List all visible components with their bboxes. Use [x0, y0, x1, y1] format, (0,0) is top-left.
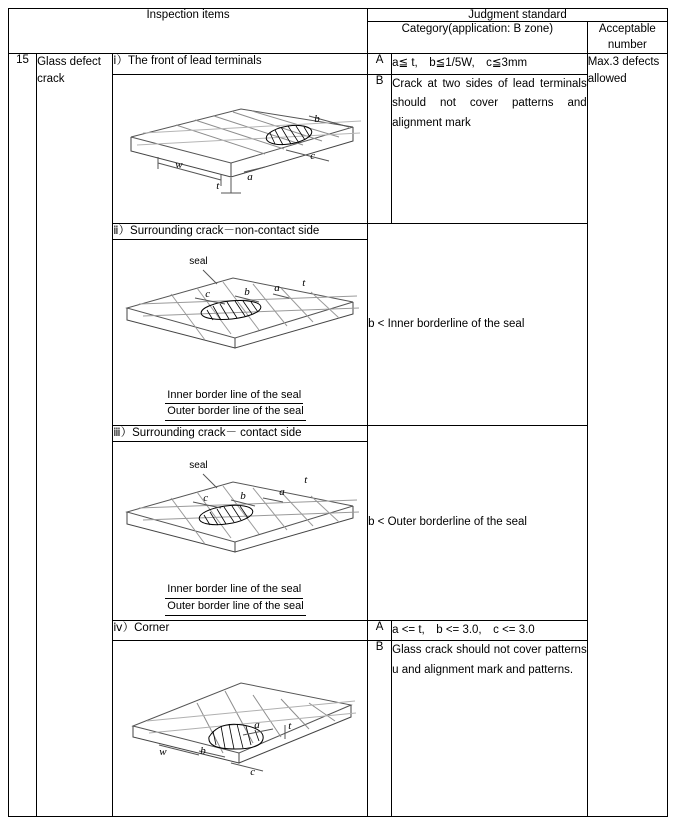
figure-4-label-t: t: [288, 720, 292, 733]
header-judgment-standard: Judgment standard: [368, 9, 668, 22]
figure-3-label-b: b: [240, 490, 246, 503]
section-3-title: ⅲ）Surrounding crack－ contact side: [113, 426, 368, 442]
figure-4-label-c: c: [250, 766, 256, 779]
header-inspection-items: Inspection items: [9, 9, 368, 54]
figure-3-label-t: t: [304, 474, 308, 487]
figure-3-label-c: c: [203, 492, 209, 505]
figure-surrounding-crack-non-contact-side: [113, 240, 365, 388]
figure-2-label-seal: seal: [189, 255, 208, 267]
figure-2-label-b: b: [244, 285, 250, 298]
row-index: 15: [9, 54, 37, 817]
acceptable-number-value: Max.3 defects allowed: [587, 54, 667, 817]
figure-1-label-c: c: [310, 149, 316, 162]
figure-4-label-a: a: [254, 719, 260, 732]
table-header-row-1: [9, 9, 668, 22]
figure-surrounding-crack-contact-side: [113, 442, 365, 582]
figure-2-label-a: a: [274, 281, 280, 294]
section-3-caption-outer: Outer border line of the seal: [165, 599, 305, 616]
figure-1-label-a: a: [247, 170, 253, 183]
section-1-criteria-a: a≦ t, b≦1/5W, c≦3mm: [392, 54, 588, 75]
figure-1-label-w: w: [175, 158, 183, 171]
section-1-title: ⅰ）The front of lead terminals: [113, 54, 368, 75]
figure-1-label-t: t: [216, 179, 220, 192]
section-4-criteria-b: Glass crack should not cover patterns u and alignment mark and patterns.: [392, 641, 588, 817]
figure-4-label-b: b: [200, 745, 206, 758]
header-acceptable-number: Acceptable number: [587, 22, 667, 54]
figure-front-of-lead-terminals: [113, 75, 365, 223]
figure-2-label-t: t: [302, 276, 306, 289]
section-4-category-b: B: [368, 641, 392, 817]
section-1-category-a: A: [368, 54, 392, 75]
header-category: Category(application: B zone): [368, 22, 588, 54]
figure-1-label-b: b: [314, 112, 320, 125]
figure-3-label-a: a: [279, 486, 285, 499]
section-1-figure-cell: [113, 74, 368, 223]
section-2-criteria: b < Inner borderline of the seal: [368, 223, 588, 426]
section-3-criteria: b < Outer borderline of the seal: [368, 426, 588, 621]
inspection-spec-table: [8, 8, 668, 817]
section-3-captions: [165, 582, 367, 616]
section-2-caption-inner: Inner border line of the seal: [165, 388, 303, 405]
figure-4-label-w: w: [159, 746, 167, 759]
section-4-criteria-a: a <= t, b <= 3.0, c <= 3.0: [392, 620, 588, 641]
section-2-captions: [165, 388, 367, 422]
section-1-criteria-b: Crack at two sides of lead terminals should not cover patterns and alignment mark: [392, 74, 588, 223]
section-3-figure-cell: [113, 442, 368, 621]
section-2-caption-outer: Outer border line of the seal: [165, 404, 305, 421]
table-row: [9, 54, 668, 75]
figure-2-label-c: c: [205, 287, 211, 300]
section-2-title: ⅱ）Surrounding crack－non-contact side: [113, 223, 368, 239]
spec-sheet: [0, 8, 676, 825]
item-name: Glass defect crack: [37, 54, 113, 817]
section-4-title: ⅳ）Corner: [113, 620, 368, 641]
section-2-figure-cell: [113, 239, 368, 426]
section-3-caption-inner: Inner border line of the seal: [165, 582, 303, 599]
figure-3-label-seal: seal: [189, 460, 208, 472]
section-4-figure-cell: [113, 641, 368, 817]
section-4-category-a: A: [368, 620, 392, 641]
section-1-category-b: B: [368, 74, 392, 223]
figure-corner: [113, 641, 365, 816]
